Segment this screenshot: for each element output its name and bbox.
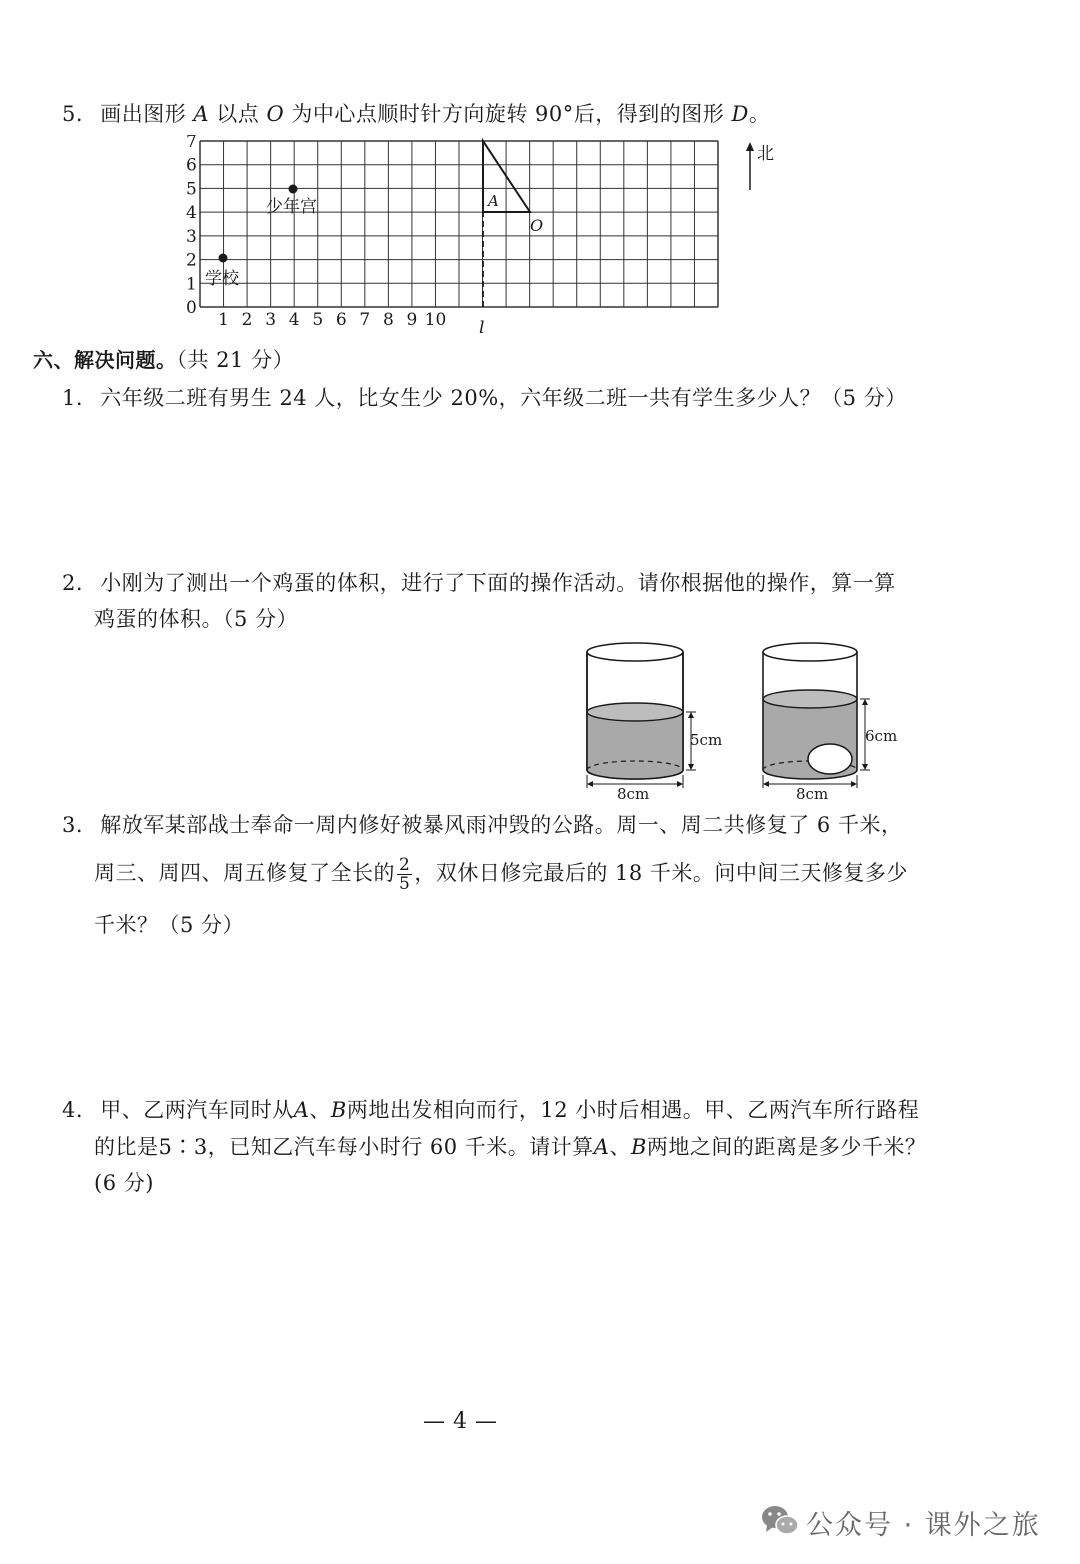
problem-text: 两地之间的距离是多少千米？ (646, 1135, 927, 1159)
problem-1 (62, 384, 907, 412)
problem-text: 的比是5∶3，已知乙汽车每小时行 60 千米。请计算 (94, 1135, 594, 1159)
x-tick-label: 1 (218, 310, 229, 330)
cylinder-1-width-label: 8cm (617, 785, 650, 803)
problem-4-line-1 (62, 1096, 919, 1124)
question-text: 。 (748, 102, 771, 126)
point-o-label: O (530, 216, 544, 235)
problem-text: 小刚为了测出一个鸡蛋的体积，进行了下面的操作活动。请你根据他的操作，算一算 (100, 571, 896, 595)
y-tick-label: 3 (186, 226, 197, 247)
wechat-icon (760, 1503, 800, 1539)
problem-number: 4. (62, 1098, 84, 1122)
variable: A (193, 102, 210, 126)
section-title: 六、解决问题。 (33, 348, 177, 372)
problem-text: 两地出发相向而行，12 小时后相遇。甲、乙两汽车所行路程 (346, 1098, 920, 1122)
variable: A (293, 1098, 310, 1122)
question-5 (62, 100, 770, 128)
x-tick-label: 2 (241, 310, 253, 330)
question-text: 为中心点顺时针方向旋转 90°后，得到的图形 (291, 102, 725, 126)
variable: O (266, 102, 285, 126)
youth-palace-label: 少年宫 (266, 197, 317, 217)
variable: D (731, 102, 749, 126)
problem-2-line-1 (62, 569, 896, 597)
problem-text: 、 (609, 1135, 631, 1159)
cylinder-1-height-label: 5cm (690, 731, 723, 749)
y-axis-labels (186, 135, 197, 318)
problem-3-line-2 (94, 856, 908, 893)
problem-text: 甲、乙两汽车同时从 (100, 1098, 294, 1122)
x-tick-label: 4 (288, 310, 300, 330)
watermark (754, 1497, 1054, 1543)
fraction (397, 856, 412, 893)
y-tick-label: 1 (186, 274, 197, 295)
x-tick-label: 9 (406, 310, 418, 330)
x-axis-labels (218, 310, 446, 330)
problem-3-line-1 (62, 811, 902, 839)
triangle-a-label: A (488, 192, 499, 210)
section-points: （共 21 分） (176, 348, 295, 372)
problem-number: 3. (62, 813, 84, 837)
cylinder-after (763, 643, 870, 788)
variable: B (330, 1098, 347, 1122)
north-label: 北 (757, 144, 774, 164)
problem-3-line-3: 千米？（5 分） (94, 913, 245, 937)
line-l-label: l (479, 318, 485, 338)
y-tick-label: 6 (186, 155, 197, 176)
problem-text: 、 (309, 1098, 331, 1122)
north-arrow-head (746, 142, 754, 151)
youth-palace-point (289, 185, 298, 194)
problem-number: 2. (62, 571, 84, 595)
cylinder-2-width-label: 8cm (796, 785, 829, 803)
y-tick-label: 0 (186, 298, 197, 318)
x-tick-label: 8 (382, 310, 394, 330)
y-tick-label: 7 (186, 135, 197, 152)
problem-text: 解放军某部战士奉命一周内修好被暴风雨冲毁的公路。周一、周二共修复了 6 千米， (100, 813, 903, 837)
school-label: 学校 (205, 269, 239, 289)
problem-2-line-2: 鸡蛋的体积。（5 分） (94, 607, 299, 631)
variable: A (593, 1135, 610, 1159)
y-tick-label: 2 (186, 250, 197, 271)
cylinder-before (587, 643, 696, 788)
fraction-denominator: 5 (399, 874, 411, 894)
cylinder-2-height-label: 6cm (865, 727, 898, 745)
question-number: 5. (62, 102, 84, 126)
problem-text: 周三、周四、周五修复了全长的 (94, 861, 395, 885)
x-tick-label: 5 (312, 310, 324, 330)
problem-text: 六年级二班有男生 24 人，比女生少 20%，六年级二班一共有学生多少人？（5 分） (100, 386, 907, 410)
egg-shape (808, 744, 852, 774)
watermark-text: 公众号 · 课外之旅 (806, 1510, 1041, 1541)
x-tick-label: 7 (359, 310, 371, 330)
coordinate-grid-figure (180, 135, 800, 340)
x-tick-label: 6 (335, 310, 347, 330)
problem-4-line-3: (6 分) (94, 1171, 154, 1195)
school-point (219, 254, 228, 263)
problem-text: ，双休日修完最后的 18 千米。问中间三天修复多少 (414, 861, 908, 885)
x-tick-label: 3 (265, 310, 277, 330)
variable: B (630, 1135, 647, 1159)
y-tick-label: 5 (186, 179, 197, 200)
section-6-heading (33, 346, 294, 374)
grid-lines (200, 141, 718, 307)
x-tick-label: 10 (424, 310, 447, 330)
y-tick-label: 4 (186, 203, 197, 224)
fraction-numerator: 2 (399, 855, 411, 875)
question-text: 以点 (216, 102, 260, 126)
problem-4-line-2 (94, 1133, 926, 1161)
question-text: 画出图形 (100, 102, 187, 126)
cylinder-figures (575, 640, 905, 805)
problem-number: 1. (62, 386, 84, 410)
page-number: — 4 — (423, 1409, 498, 1434)
